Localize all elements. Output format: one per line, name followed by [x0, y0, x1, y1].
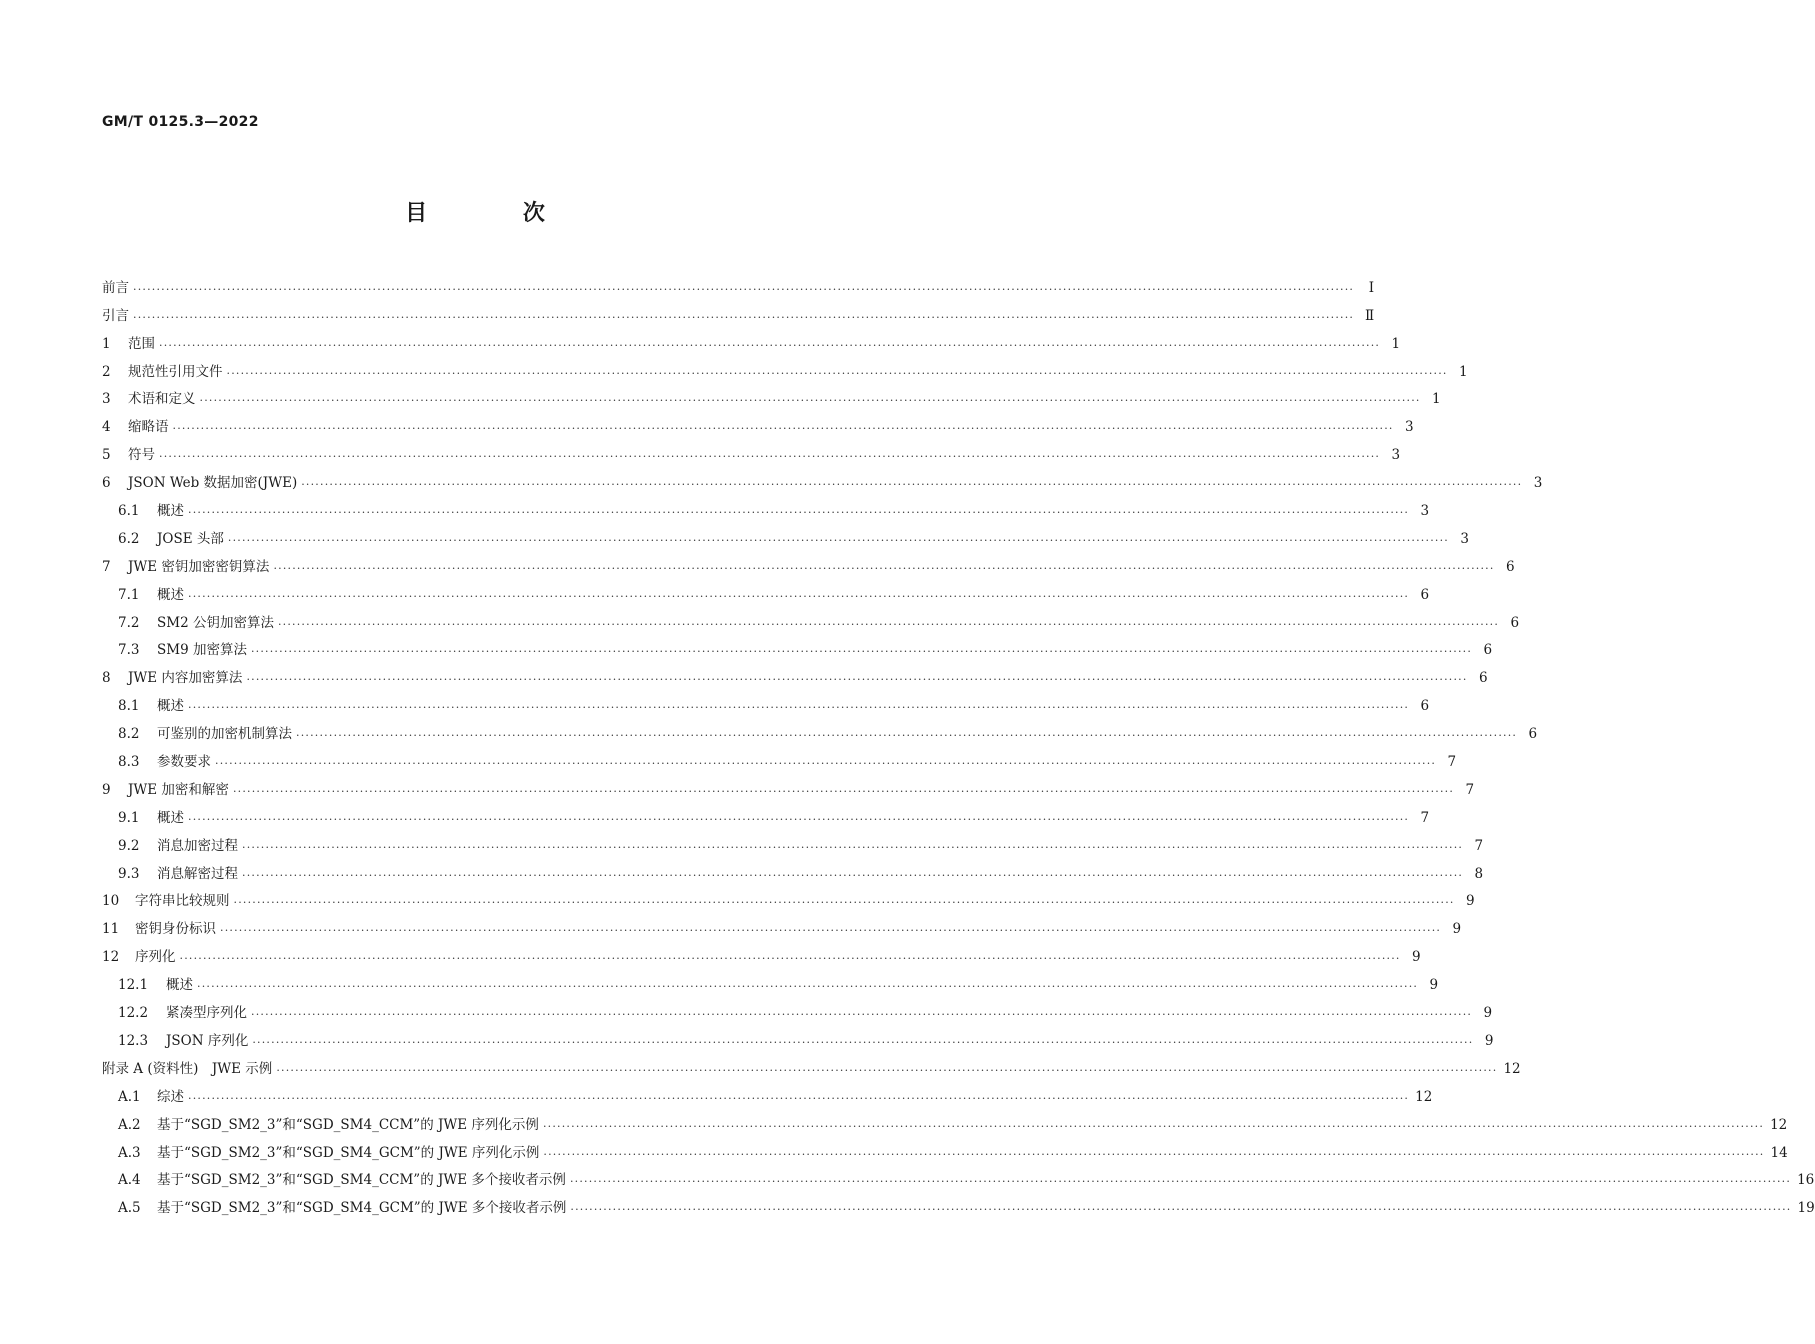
- toc-leader-dots: ····································································································································································································································································: [276, 1063, 1498, 1077]
- toc-leader-dots: ····································································································································································································································································: [569, 1175, 1792, 1189]
- toc-entry-text: [102, 387, 196, 411]
- toc-entry-page: 3: [1391, 447, 1401, 464]
- toc-entry[interactable]: [102, 439, 1401, 467]
- toc-leader-dots: ····································································································································································································································································: [133, 310, 1355, 324]
- toc-entry[interactable]: [102, 1025, 1494, 1053]
- toc-entry-number: 8.2: [118, 726, 140, 743]
- toc-entry-page: 6: [1420, 698, 1430, 715]
- toc-entry-page: 12: [1770, 1116, 1788, 1133]
- toc-entry-label: 基于“SGD_SM2_3”和“SGD_SM4_GCM”的 JWE 序列化示例: [157, 1144, 540, 1161]
- toc-entry-number: 9: [102, 781, 111, 798]
- toc-leader-dots: ····································································································································································································································································: [197, 980, 1419, 994]
- toc-entry-text: [102, 1001, 247, 1025]
- toc-entry[interactable]: [102, 272, 1375, 300]
- toc-entry-text: [102, 360, 223, 384]
- toc-entry-number: 9.2: [118, 837, 140, 854]
- toc-entry-number: 10: [102, 893, 120, 910]
- toc-entry[interactable]: [102, 467, 1543, 495]
- toc-entry[interactable]: [102, 1053, 1521, 1081]
- toc-entry-text: [102, 304, 129, 328]
- toc-entry-page: 1: [1391, 335, 1401, 352]
- toc-leader-dots: ····································································································································································································································································: [296, 729, 1518, 743]
- toc-entry-label: SM9 加密算法: [157, 642, 247, 659]
- toc-entry-text: [102, 1168, 566, 1192]
- toc-entry-number: 7.1: [118, 586, 140, 603]
- toc-entry-text: [102, 1196, 566, 1220]
- toc-leader-dots: ····································································································································································································································································: [188, 812, 1410, 826]
- toc-entry-label: 引言: [102, 307, 129, 324]
- toc-entry-page: 1: [1432, 391, 1441, 408]
- toc-entry-number: 12.1: [118, 977, 149, 994]
- toc-entry-text: [102, 555, 269, 579]
- toc-entry[interactable]: [102, 495, 1430, 523]
- toc-entry[interactable]: [102, 411, 1414, 439]
- toc-entry-text: [102, 862, 238, 886]
- toc-entry-page: 9: [1483, 1005, 1493, 1022]
- toc-entry[interactable]: [102, 523, 1469, 551]
- toc-entry[interactable]: [102, 1081, 1433, 1109]
- toc-entry-number: A.3: [118, 1144, 141, 1161]
- toc-entry-label: 符号: [128, 447, 155, 464]
- toc-entry[interactable]: [102, 913, 1462, 941]
- toc-entry-text: [102, 778, 229, 802]
- toc-leader-dots: ····································································································································································································································································: [215, 757, 1437, 771]
- toc-entry[interactable]: [102, 997, 1493, 1025]
- toc-entry-number: A.4: [118, 1172, 141, 1189]
- toc-leader-dots: ····································································································································································································································································: [188, 1091, 1410, 1105]
- toc-entry[interactable]: [102, 746, 1457, 774]
- toc-entry-label: 概述: [157, 809, 184, 826]
- toc-entry-number: 12.3: [118, 1032, 149, 1049]
- toc-leader-dots: ····································································································································································································································································: [242, 868, 1464, 882]
- toc-entry-number: 3: [102, 391, 111, 408]
- toc-entry-number: 4: [102, 419, 111, 436]
- toc-entry-page: 6: [1478, 670, 1488, 687]
- toc-entry-text: [102, 499, 184, 523]
- toc-entry-number: 8: [102, 670, 111, 687]
- toc-entry-text: [102, 917, 216, 941]
- toc-entry-text: [102, 889, 230, 913]
- toc-entry-label: 概述: [166, 977, 193, 994]
- toc-entry-label: SM2 公钥加密算法: [157, 614, 274, 631]
- toc-entry-page: 12: [1415, 1088, 1433, 1105]
- toc-leader-dots: ····································································································································································································································································: [242, 840, 1464, 854]
- toc-leader-dots: ····································································································································································································································································: [172, 422, 1394, 436]
- toc-entry-page: 6: [1510, 614, 1520, 631]
- toc-entry[interactable]: [102, 356, 1468, 384]
- toc-entry-label: 基于“SGD_SM2_3”和“SGD_SM4_CCM”的 JWE 多个接收者示例: [157, 1172, 566, 1189]
- toc-entry-text: [102, 834, 238, 858]
- toc-entry-text: [102, 638, 247, 662]
- toc-entry-text: [102, 945, 176, 969]
- toc-entry-label: 术语和定义: [128, 391, 196, 408]
- toc-leader-dots: ····································································································································································································································································: [232, 784, 1455, 798]
- toc-entry-text: [102, 1113, 539, 1137]
- toc-entry-label: 范围: [128, 335, 155, 352]
- toc-entry-label: JSON 序列化: [166, 1032, 249, 1049]
- toc-entry-text: [102, 276, 129, 300]
- toc-entry-label: 前言: [102, 279, 129, 296]
- toc-entry-page: 16: [1797, 1172, 1815, 1189]
- toc-entry[interactable]: [102, 969, 1439, 997]
- toc-entry-text: [102, 583, 184, 607]
- toc-entry[interactable]: [102, 1192, 1815, 1220]
- toc-entry-text: [102, 611, 274, 635]
- toc-leader-dots: ····································································································································································································································································: [188, 506, 1410, 520]
- toc-leader-dots: ····································································································································································································································································: [188, 589, 1410, 603]
- toc-leader-dots: ····································································································································································································································································: [179, 952, 1401, 966]
- toc-entry-text: [102, 806, 184, 830]
- toc-entry-number: A.5: [118, 1200, 141, 1217]
- toc-entry[interactable]: [102, 718, 1538, 746]
- toc-entry-text: [102, 1057, 272, 1081]
- toc-entry-page: 1: [1459, 363, 1468, 380]
- toc-leader-dots: ····································································································································································································································································: [570, 1203, 1792, 1217]
- toc-entry-label: 概述: [157, 698, 184, 715]
- toc-entry-label: 可鉴别的加密机制算法: [157, 726, 292, 743]
- toc-entry-label: 概述: [157, 586, 184, 603]
- toc-entry-page: 3: [1460, 530, 1469, 547]
- toc-entry[interactable]: [102, 774, 1475, 802]
- toc-entry-text: [102, 1141, 539, 1165]
- toc-entry-page: 14: [1770, 1144, 1788, 1161]
- toc-entry-label: 字符串比较规则: [135, 893, 230, 910]
- toc-entry-number: 12.2: [118, 1005, 149, 1022]
- page-title: 目 次: [405, 201, 589, 226]
- toc-entry-page: 12: [1503, 1060, 1521, 1077]
- toc-leader-dots: ····································································································································································································································································: [188, 701, 1410, 715]
- toc-leader-dots: ····································································································································································································································································: [226, 366, 1448, 380]
- toc-entry-text: [102, 973, 193, 997]
- toc-leader-dots: ····································································································································································································································································: [277, 617, 1500, 631]
- toc-leader-dots: ····································································································································································································································································: [543, 1147, 1765, 1161]
- toc-entry-label: 附录 A (资料性) JWE 示例: [102, 1060, 273, 1077]
- toc-entry-number: 6.2: [118, 530, 140, 547]
- toc-entry-number: 11: [102, 921, 120, 938]
- toc-entry[interactable]: [102, 662, 1488, 690]
- toc-entry-number: 9.1: [118, 809, 140, 826]
- toc-entry-page: 7: [1465, 781, 1475, 798]
- toc-leader-dots: ····································································································································································································································································: [159, 338, 1381, 352]
- toc-entry-label: 消息加密过程: [157, 837, 238, 854]
- toc-leader-dots: ····································································································································································································································································: [250, 645, 1473, 659]
- toc-entry[interactable]: [102, 690, 1430, 718]
- toc-entry-page: 3: [1533, 475, 1543, 492]
- toc-entry-page: 6: [1483, 642, 1493, 659]
- toc-entry-page: 6: [1528, 726, 1538, 743]
- toc-entry-page: 7: [1447, 754, 1457, 771]
- table-of-contents: [102, 272, 1815, 1220]
- toc-entry-label: 参数要求: [157, 754, 211, 771]
- toc-entry-label: JWE 内容加密算法: [128, 670, 243, 687]
- toc-entry-text: [102, 1029, 248, 1053]
- toc-entry-number: 5: [102, 447, 111, 464]
- toc-entry-page: 3: [1405, 419, 1414, 436]
- toc-entry-label: 规范性引用文件: [128, 363, 223, 380]
- toc-leader-dots: ····································································································································································································································································: [246, 673, 1468, 687]
- toc-entry-number: A.2: [118, 1116, 141, 1133]
- toc-entry[interactable]: [102, 328, 1401, 356]
- toc-entry[interactable]: [102, 941, 1421, 969]
- toc-leader-dots: ····································································································································································································································································: [301, 478, 1523, 492]
- toc-entry-text: [102, 722, 292, 746]
- toc-entry-page: 19: [1797, 1200, 1815, 1217]
- toc-entry-page: 3: [1420, 503, 1430, 520]
- toc-entry[interactable]: [102, 1165, 1815, 1193]
- toc-entry[interactable]: [102, 858, 1484, 886]
- toc-entry[interactable]: [102, 384, 1441, 412]
- toc-entry-number: 7: [102, 558, 111, 575]
- toc-entry-page: 9: [1412, 949, 1421, 966]
- toc-entry-page: 6: [1420, 586, 1430, 603]
- toc-entry-label: 密钥身份标识: [135, 921, 216, 938]
- toc-entry-label: JSON Web 数据加密(JWE): [128, 475, 298, 492]
- toc-entry-label: 概述: [157, 503, 184, 520]
- toc-entry-page: 8: [1474, 865, 1484, 882]
- toc-entry[interactable]: [102, 1137, 1788, 1165]
- toc-entry[interactable]: [102, 886, 1475, 914]
- toc-entry-text: [102, 1085, 184, 1109]
- toc-entry-number: 6.1: [118, 503, 140, 520]
- toc-entry-number: 8.1: [118, 698, 140, 715]
- toc-leader-dots: ····································································································································································································································································: [251, 1008, 1473, 1022]
- toc-leader-dots: ····································································································································································································································································: [220, 924, 1442, 938]
- toc-entry-label: 消息解密过程: [157, 865, 238, 882]
- toc-entry-number: 1: [102, 335, 111, 352]
- toc-entry-label: 紧凑型序列化: [166, 1005, 247, 1022]
- toc-leader-dots: ····································································································································································································································································: [159, 450, 1381, 464]
- toc-entry-number: 6: [102, 475, 111, 492]
- toc-entry-page: Ⅰ: [1368, 279, 1375, 296]
- toc-entry-label: 基于“SGD_SM2_3”和“SGD_SM4_CCM”的 JWE 序列化示例: [157, 1116, 539, 1133]
- toc-leader-dots: ····································································································································································································································································: [233, 896, 1455, 910]
- toc-leader-dots: ····································································································································································································································································: [273, 561, 1495, 575]
- toc-entry[interactable]: [102, 1109, 1788, 1137]
- standard-code: GM/T 0125.3—2022: [102, 114, 259, 130]
- toc-entry[interactable]: [102, 802, 1430, 830]
- toc-entry-page: 7: [1420, 809, 1430, 826]
- toc-entry-text: [102, 332, 155, 356]
- toc-entry[interactable]: [102, 607, 1520, 635]
- toc-entry-label: JOSE 头部: [157, 530, 224, 547]
- toc-entry-number: A.1: [118, 1088, 141, 1105]
- toc-entry-number: 7.2: [118, 614, 140, 631]
- toc-entry-text: [102, 471, 297, 495]
- toc-entry-text: [102, 527, 224, 551]
- toc-entry-page: 9: [1452, 921, 1462, 938]
- toc-entry[interactable]: [102, 551, 1515, 579]
- toc-entry-page: 7: [1474, 837, 1484, 854]
- toc-leader-dots: ····································································································································································································································································: [133, 282, 1355, 296]
- toc-entry-page: 9: [1466, 893, 1475, 910]
- toc-entry-text: [102, 750, 211, 774]
- toc-entry-number: 2: [102, 363, 111, 380]
- toc-entry-text: [102, 443, 155, 467]
- toc-entry-number: 7.3: [118, 642, 140, 659]
- toc-entry-label: 综述: [157, 1088, 184, 1105]
- toc-entry-label: 基于“SGD_SM2_3”和“SGD_SM4_GCM”的 JWE 多个接收者示例: [157, 1200, 567, 1217]
- toc-entry-label: 序列化: [135, 949, 176, 966]
- toc-entry-number: 8.3: [118, 754, 140, 771]
- toc-leader-dots: ····································································································································································································································································: [227, 533, 1449, 547]
- toc-leader-dots: ····································································································································································································································································: [252, 1035, 1474, 1049]
- toc-entry-label: 缩略语: [128, 419, 169, 436]
- toc-entry-page: 9: [1429, 977, 1439, 994]
- toc-entry-label: JWE 密钥加密密钥算法: [128, 558, 270, 575]
- toc-entry[interactable]: [102, 300, 1375, 328]
- toc-entry[interactable]: [102, 635, 1493, 663]
- toc-entry-label: JWE 加密和解密: [128, 781, 229, 798]
- toc-entry[interactable]: [102, 830, 1484, 858]
- toc-entry-page: 9: [1484, 1032, 1494, 1049]
- toc-entry-number: 9.3: [118, 865, 140, 882]
- toc-entry-page: 6: [1505, 558, 1515, 575]
- toc-leader-dots: ····································································································································································································································································: [199, 394, 1421, 408]
- toc-entry-text: [102, 666, 242, 690]
- toc-leader-dots: ····································································································································································································································································: [542, 1119, 1765, 1133]
- toc-entry-page: Ⅱ: [1364, 307, 1375, 324]
- toc-entry-text: [102, 415, 169, 439]
- toc-entry-text: [102, 694, 184, 718]
- toc-entry-number: 12: [102, 949, 120, 966]
- toc-entry[interactable]: [102, 579, 1430, 607]
